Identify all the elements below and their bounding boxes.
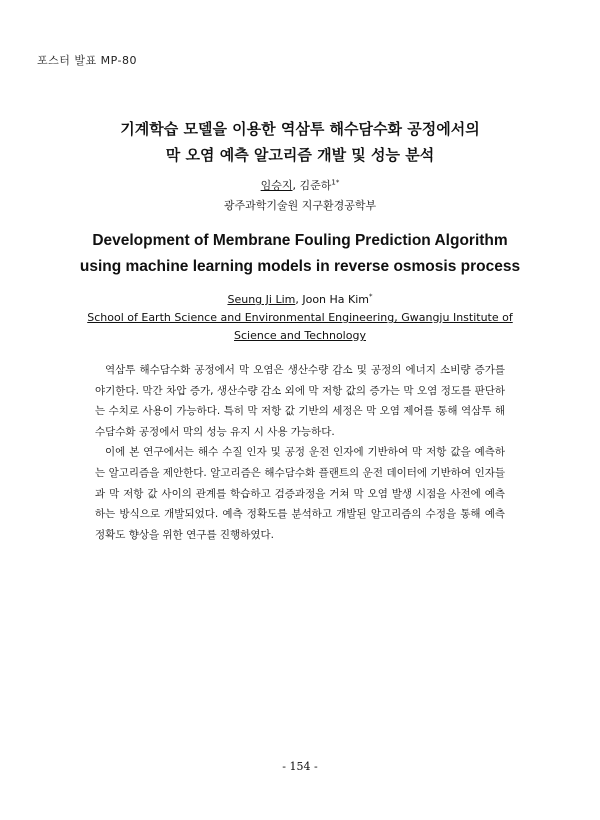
english-title [0, 228, 600, 280]
english-author-2-mark: * [369, 292, 373, 301]
english-affiliation-line-2: Science and Technology [234, 329, 366, 342]
author-separator: , [292, 179, 300, 192]
session-label: 포스터 발표 MP-80 [37, 54, 137, 67]
korean-title [0, 116, 600, 168]
english-author-line [80, 291, 520, 309]
korean-author-2: 김준하 [299, 179, 332, 192]
korean-title-line-2: 막 오염 예측 알고리즘 개발 및 성능 분석 [165, 146, 435, 164]
abstract-body [95, 360, 505, 545]
abstract-paragraph-1: 역삼투 해수담수화 공정에서 막 오염은 생산수량 감소 및 공정의 에너지 소비량 증가를 야기한다. 막간 차압 증가, 생산수량 감소 외에 막 저항 값의 증가는 막 오염 정도를 판단하는 수치로 사용이 가능하다. 특히 막 저항 값 기반의 세정은 막 오염 제어를 통해 역삼투 해수담수화 공정에서 막의 성능 유지 시 사용 가능하다. [95, 364, 505, 438]
korean-authors [0, 176, 600, 216]
page-number: - 154 - [282, 760, 318, 773]
abstract-paragraph-2: 이에 본 연구에서는 해수 수질 인자 및 공정 운전 인자에 기반하여 막 저항 값을 예측하는 알고리즘을 제안한다. 알고리즘은 해수담수화 플랜트의 운전 데이터에 기반하여 인자들과 막 저항 값 사이의 관계를 학습하고 검증과정을 거쳐 막 오염 발생 시점을 사전에 예측하는 방식으로 개발되었다. 예측 정확도를 분석하고 개발된 알고리즘의 수정을 통해 예측 정확도 향상을 위한 연구를 진행하였다. [95, 446, 505, 541]
english-title-line-1: Development of Membrane Fouling Prediction Algorithm [92, 232, 508, 249]
english-authors [80, 291, 520, 345]
korean-title-line-1: 기계학습 모델을 이용한 역삼투 해수담수화 공정에서의 [120, 120, 480, 138]
korean-author-line [0, 176, 600, 196]
english-affiliation-line-1: School of Earth Science and Environmental Engineering, Gwangju Institute of [87, 311, 513, 324]
english-author-2: Joon Ha Kim [302, 293, 370, 306]
english-title-line-2: using machine learning models in reverse osmosis process [79, 258, 521, 275]
english-author-1: Seung Ji Lim [227, 293, 296, 306]
korean-affiliation: 광주과학기술원 지구환경공학부 [223, 199, 377, 212]
korean-author-2-mark: 1* [331, 178, 340, 187]
author-separator-en: , [295, 293, 303, 306]
korean-author-1: 임승지 [260, 179, 293, 192]
